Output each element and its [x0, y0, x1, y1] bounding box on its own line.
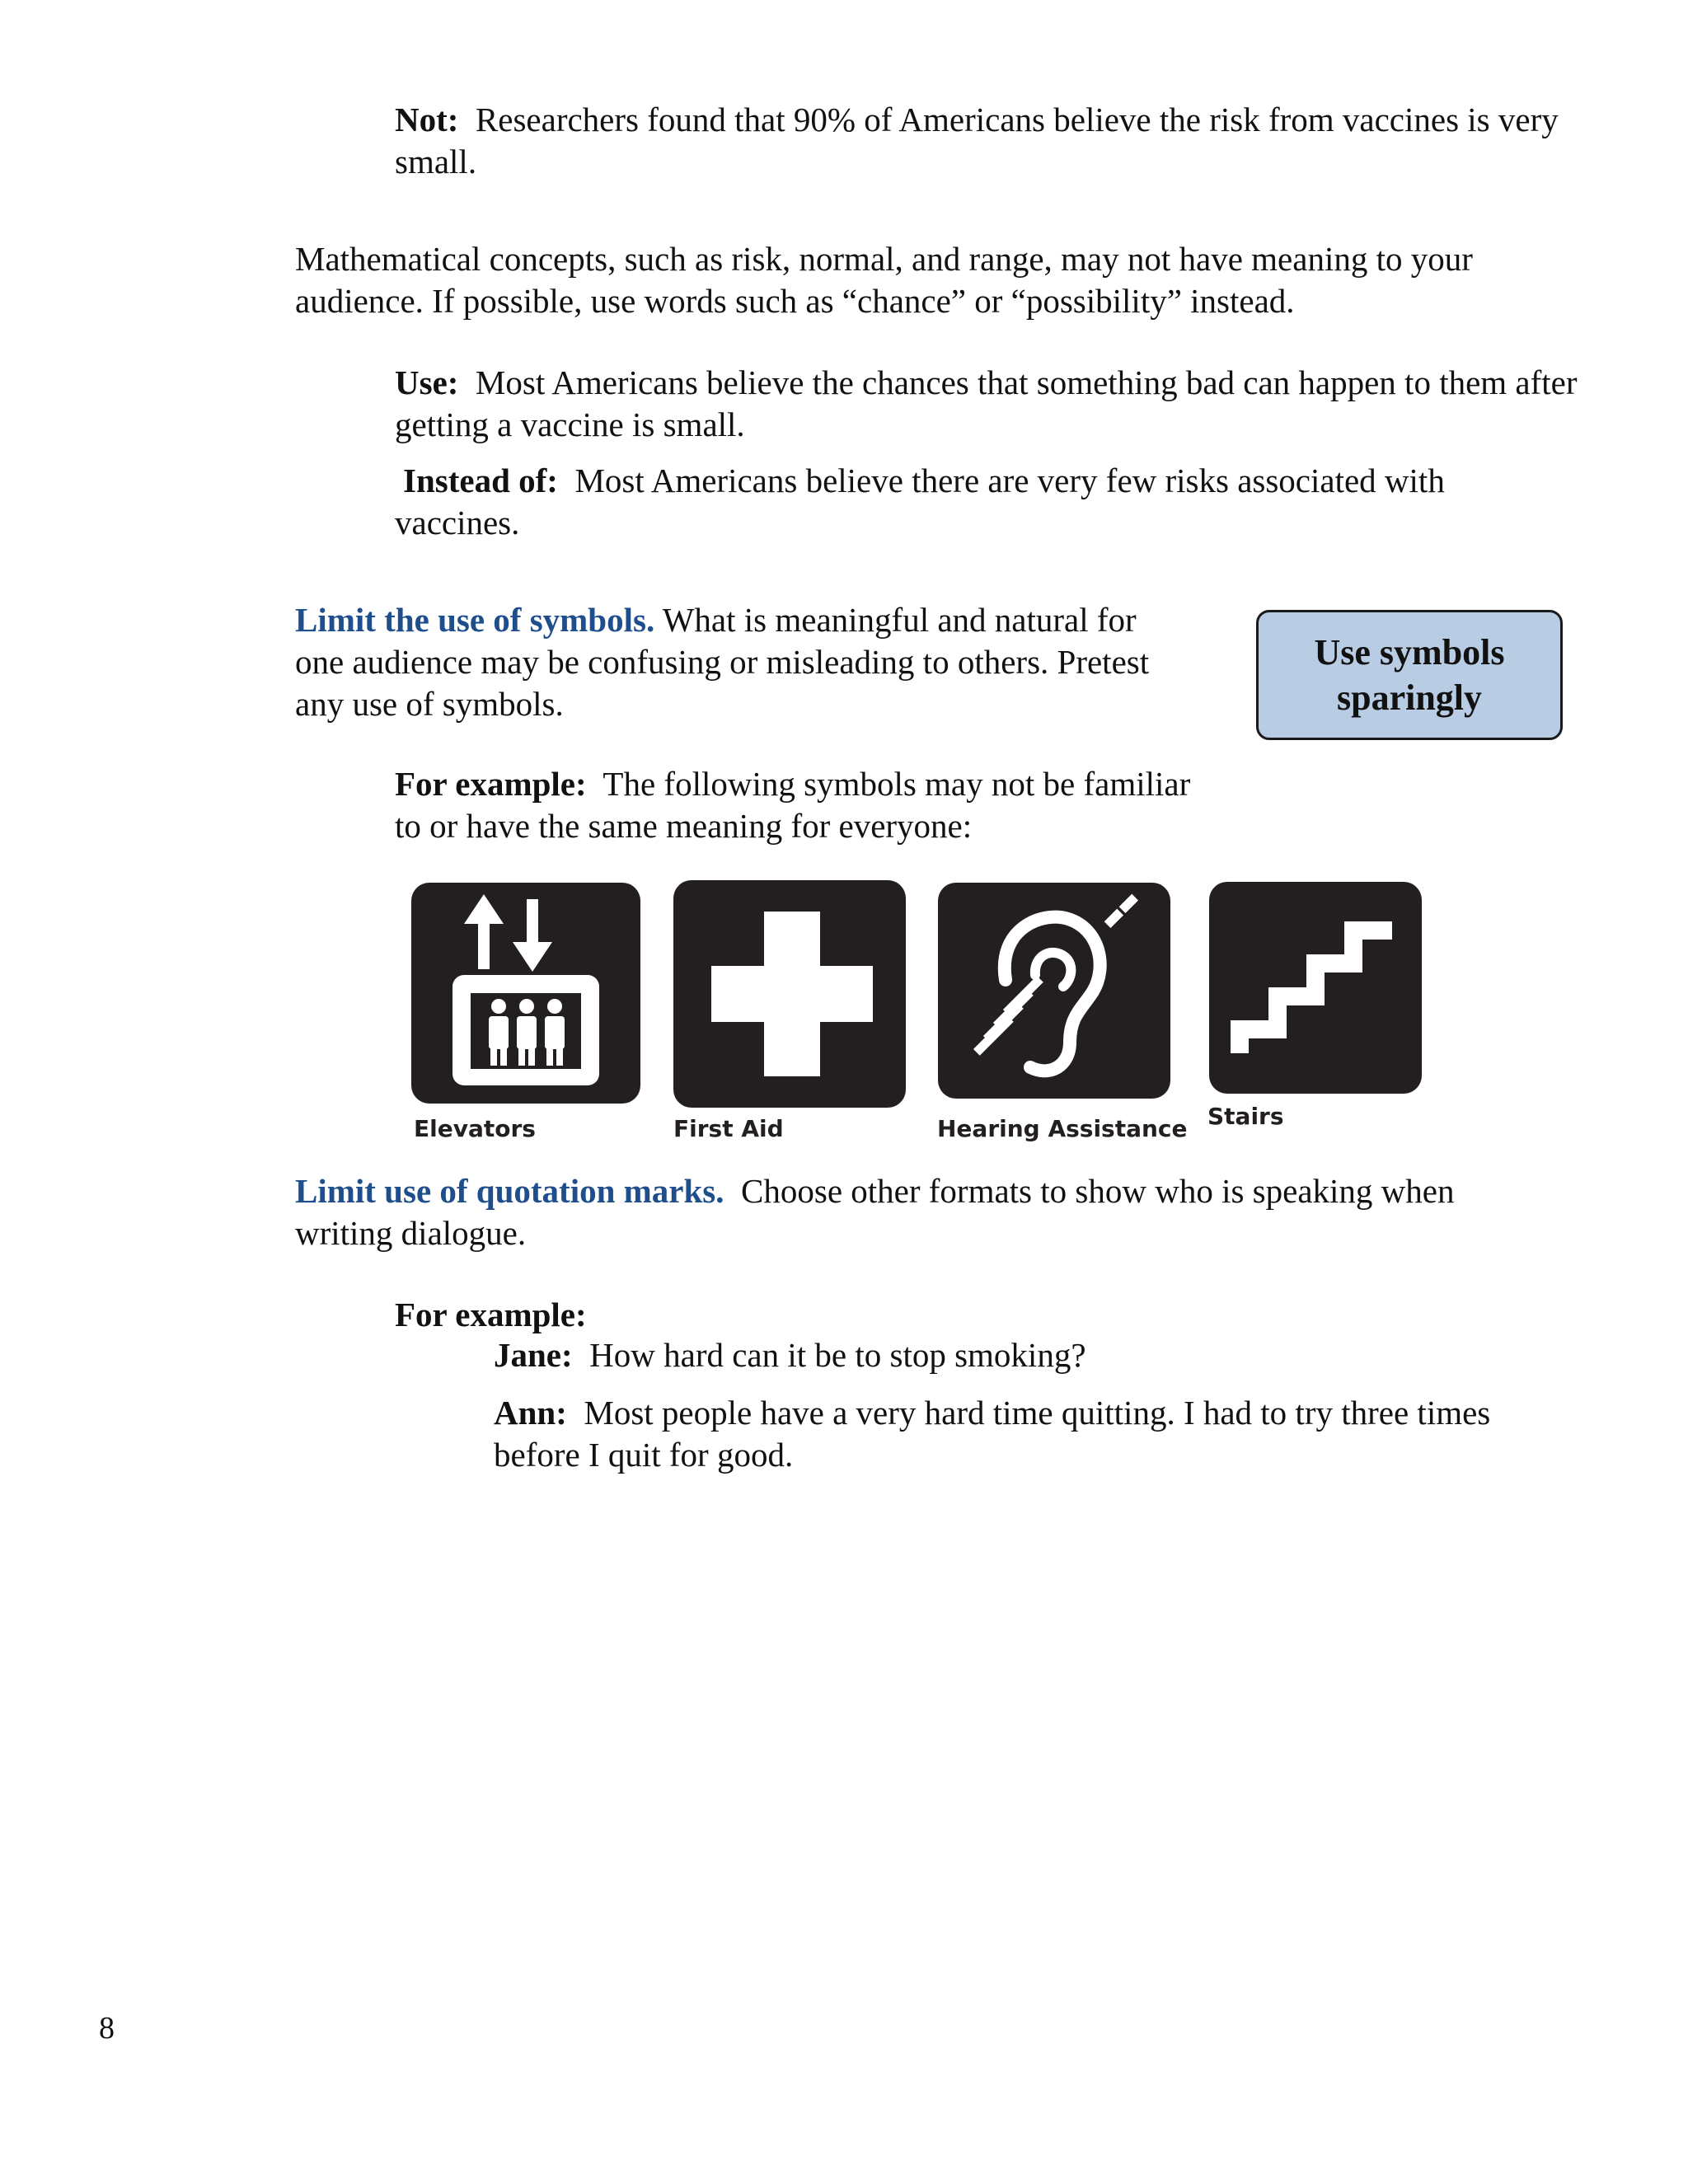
use-text: Most Americans believe the chances that something bad can happen to them after getting a vaccine is small.	[395, 363, 1578, 443]
symbols-heading: Limit the use of symbols.	[295, 601, 655, 639]
symbols-paragraph	[295, 599, 1251, 725]
symbols-example-label: For example:	[395, 765, 587, 803]
quotes-line-2: writing dialogue.	[295, 1214, 527, 1252]
first-aid-icon	[673, 880, 906, 1108]
not-example	[395, 99, 1582, 183]
symbols-example-line-2: to or have the same meaning for everyone:	[395, 807, 973, 845]
use-symbols-callout	[1256, 610, 1563, 740]
quotes-example-label: For example:	[395, 1296, 587, 1333]
symbols-line-2: one audience may be confusing or misleading to others. Pretest	[295, 643, 1150, 681]
elevators-caption: Elevators	[414, 1115, 536, 1142]
not-label: Not:	[395, 101, 459, 138]
page-number: 8	[99, 2011, 115, 2046]
stairs-caption: Stairs	[1207, 1103, 1284, 1130]
math-line-1: Mathematical concepts, such as risk, normal, and range, may not have meaning to your	[295, 240, 1473, 278]
instead-label: Instead of:	[403, 462, 558, 499]
hearing-assistance-caption: Hearing Assistance	[937, 1115, 1188, 1142]
symbols-example-line-1: The following symbols may not be familiar	[603, 765, 1191, 803]
not-text: Researchers found that 90% of Americans believe the risk from vaccines is very small.	[395, 101, 1559, 180]
quotes-paragraph	[295, 1170, 1614, 1254]
dialogue-ann	[494, 1392, 1565, 1476]
ann-speaker: Ann:	[494, 1394, 567, 1432]
symbols-example	[395, 763, 1301, 847]
math-paragraph	[295, 238, 1614, 322]
jane-speaker: Jane:	[494, 1336, 573, 1374]
instead-example	[395, 460, 1549, 544]
instead-text: Most Americans believe there are very few risks associated with vaccines.	[395, 462, 1445, 541]
first-aid-caption: First Aid	[673, 1115, 784, 1142]
quotes-heading: Limit use of quotation marks.	[295, 1172, 724, 1210]
jane-text: How hard can it be to stop smoking?	[589, 1336, 1086, 1374]
elevator-icon	[411, 883, 640, 1104]
use-label: Use:	[395, 363, 459, 401]
symbols-line-1: What is meaningful and natural for	[662, 601, 1137, 639]
dialogue-jane	[494, 1334, 1565, 1376]
hearing-assistance-icon	[938, 883, 1170, 1099]
ann-text: Most people have a very hard time quitting. I had to try three times before I quit for good.	[494, 1394, 1491, 1474]
symbols-line-3: any use of symbols.	[295, 685, 564, 723]
callout-text: Use symbols sparingly	[1314, 632, 1505, 718]
stairs-icon	[1209, 882, 1422, 1094]
use-example	[395, 362, 1602, 446]
quotes-line-1: Choose other formats to show who is speaking when	[741, 1172, 1455, 1210]
math-line-2: audience. If possible, use words such as “chance” or “possibility” instead.	[295, 282, 1295, 320]
